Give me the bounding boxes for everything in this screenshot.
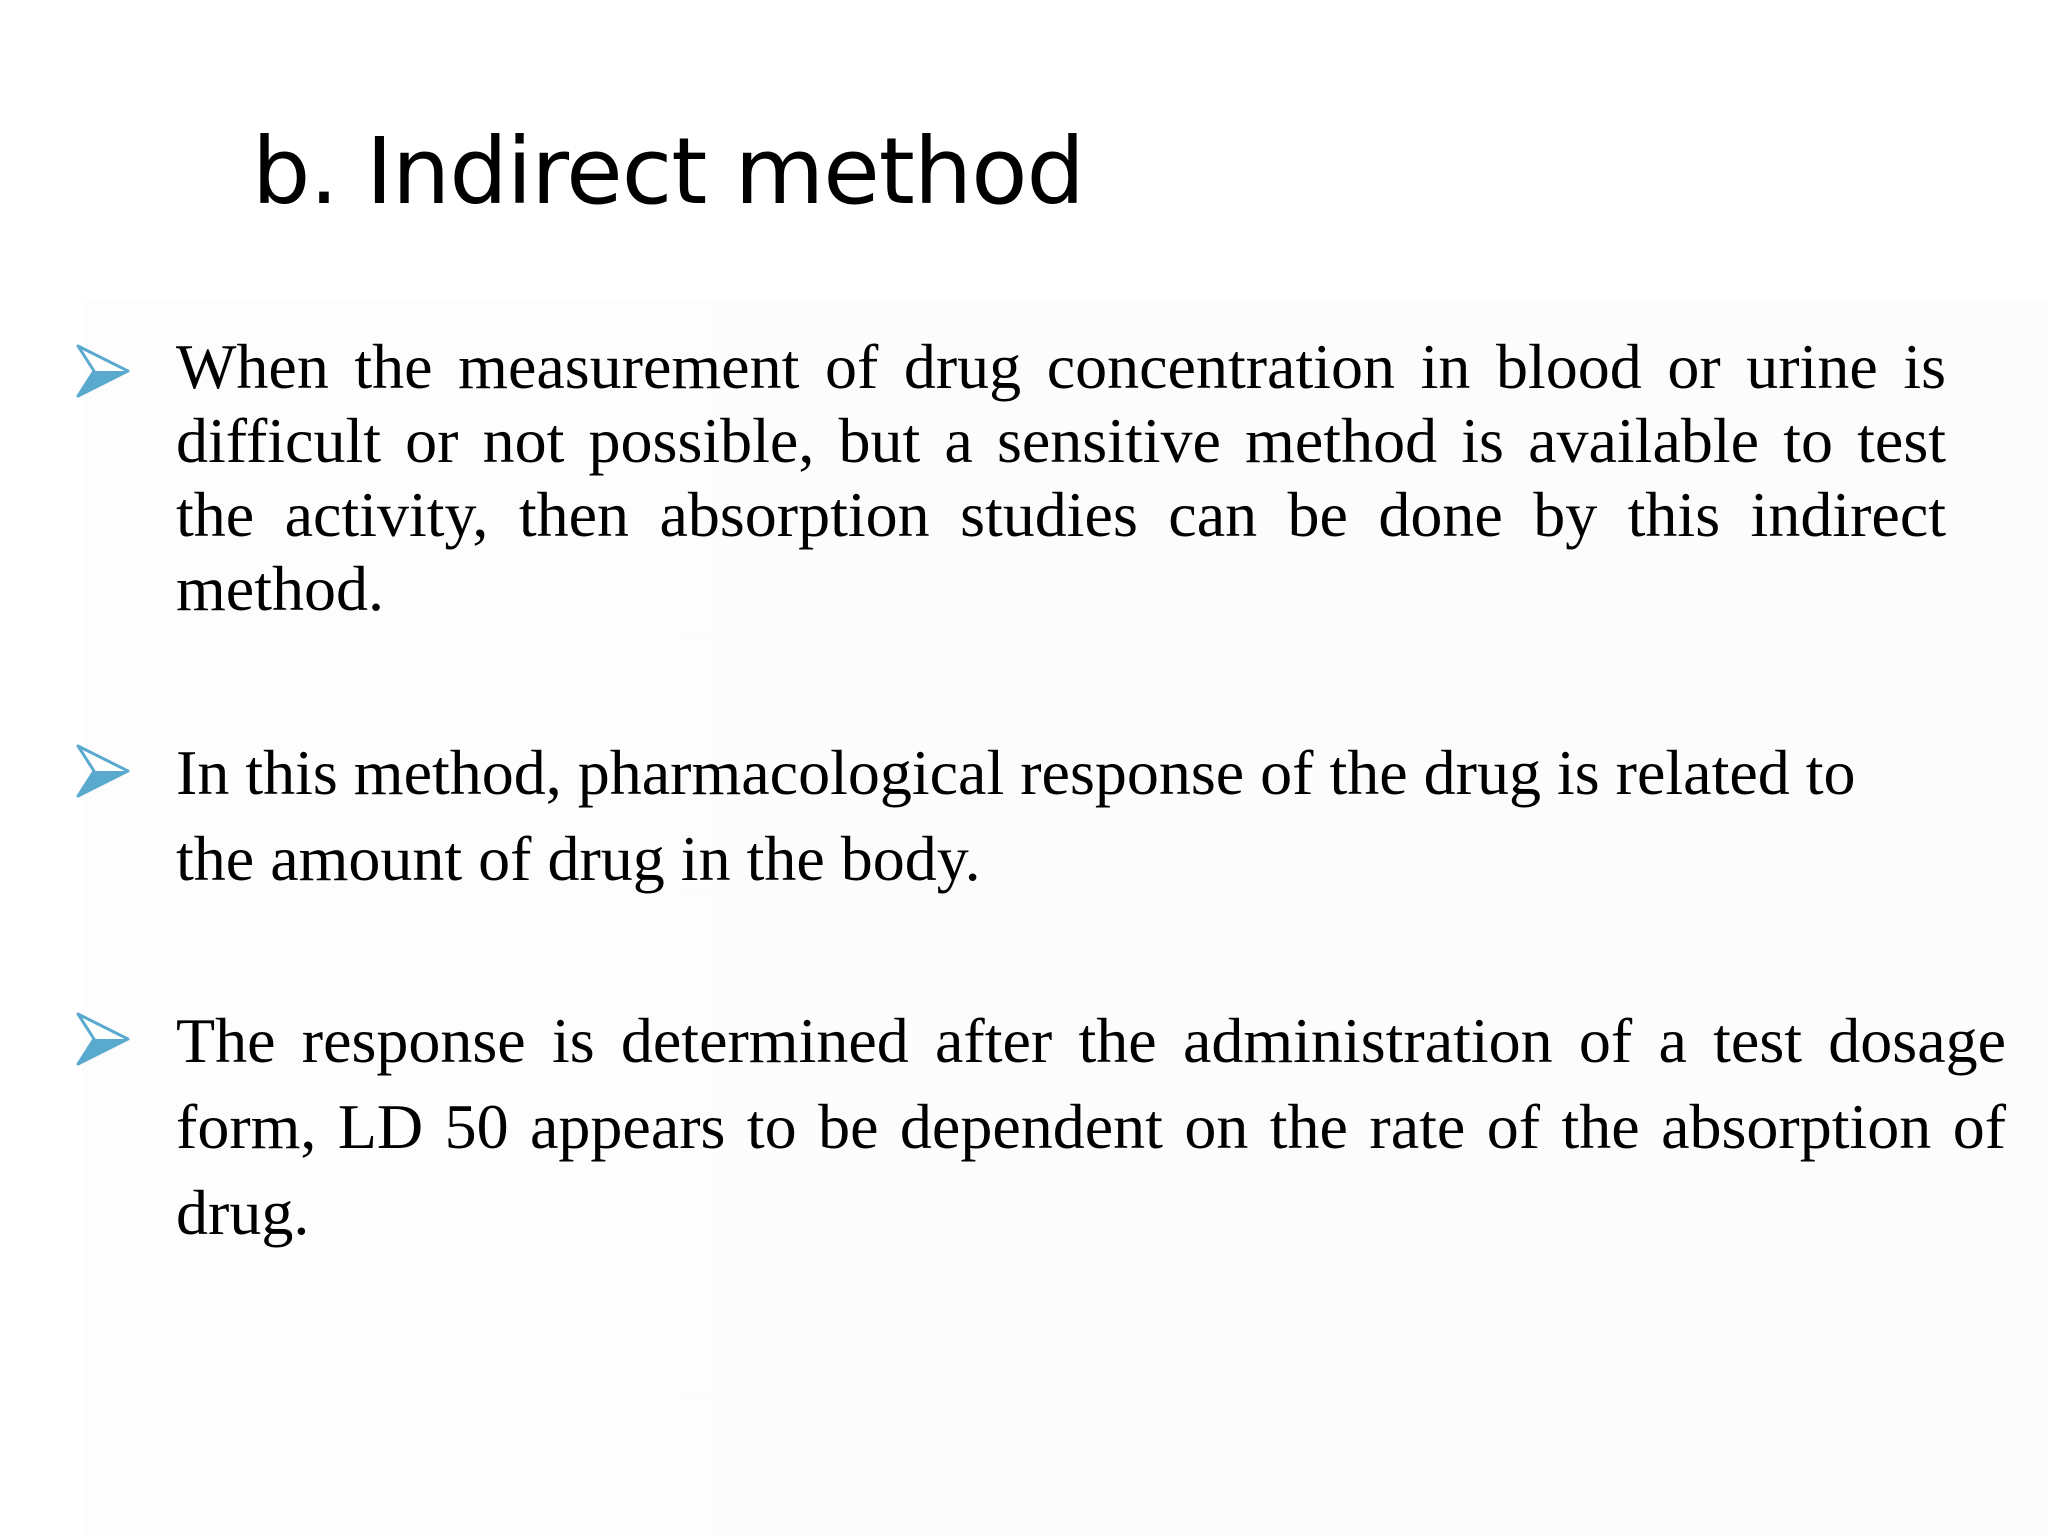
arrow-bullet-icon	[76, 744, 130, 798]
bullet-text: The response is determined after the administration of a test dosage form, LD 50 appears to be dependent on the rate of the absorption of drug.	[176, 1005, 2006, 1248]
arrow-bullet-icon	[76, 344, 130, 398]
arrow-bullet-icon	[76, 1012, 130, 1066]
bullet-text: In this method, pharmacological response of the drug is related to the amount of drug in the body.	[176, 737, 1856, 894]
slide-title: b. Indirect method	[252, 118, 1084, 225]
bullet-text: When the measurement of drug concentration in blood or urine is difficult or not possible, but a sensitive method is available to test the activity, then absorption studies can be done by this indirect method.	[176, 331, 1946, 624]
